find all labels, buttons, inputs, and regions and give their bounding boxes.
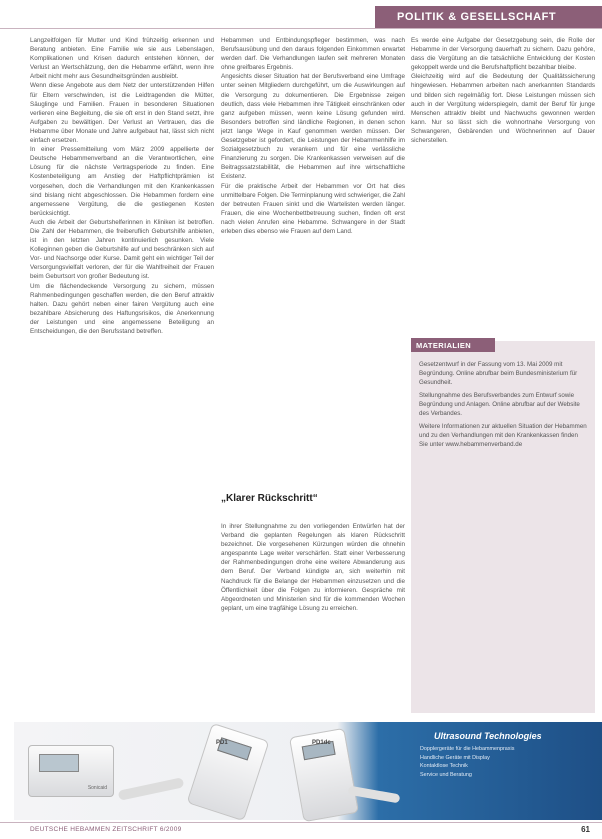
- page-number: 61: [581, 825, 590, 834]
- header-rule: [0, 28, 602, 29]
- paragraph: Für die praktische Arbeit der Hebammen vor Ort hat dies unmittelbare Folgen. Die Terminplanung wird schwieriger, die Zahl der betreuten Frauen sinkt und die Wartelisten werden länger. Frauen, die eine Wochenbettbetreuung suchen, finden oft erst nach vielen Anrufen eine Hebamme. Schwangere in der Stadt erleben dies ebenso wie Frauen auf dem Land.: [221, 182, 405, 235]
- journal-name: DEUTSCHE HEBAMMEN ZEITSCHRIFT 6/2009: [30, 826, 182, 833]
- ad-line: Service und Beratung: [420, 771, 472, 778]
- paragraph: Wenn diese Angebote aus dem Netz der unterstützenden Hilfen für Eltern verschwinden, ist die Leidtragenden die Mütter, Säuglinge und Familien. Frauen in besonderen Situationen verlieren eine Begleitung, die sie oft erst in den Stand setzt, ihre Aufgaben zu bewältigen. Der Verlust an Vertrauen, das die Hebamme über Monate und Jahre aufgebaut hat, lässt sich nicht einfach ersetzen.: [30, 82, 214, 145]
- product-label: PD1: [216, 740, 228, 746]
- materials-item: Gesetzentwurf in der Fassung vom 13. Mai 2009 mit Begründung. Online abrufbar beim Bundesministerium für Gesundheit.: [419, 361, 578, 386]
- product-label: PD1dc: [312, 740, 331, 746]
- ad-line: Handliche Geräte mit Display: [420, 754, 490, 761]
- article-column-3: [411, 36, 595, 334]
- materials-item: Stellungnahme des Berufsverbandes zum Entwurf sowie Begründung und Anlagen. Online abrufbar auf der Website des Verbandes.: [419, 392, 580, 417]
- paragraph: Gleichzeitig wird auf die Bedeutung der Qualitätssicherung hingewiesen. Hebammen arbeiten nach anerkannten Standards und bilden sich regelmäßig fort. Diese Leistungen müssen sich auch in der Vergütung widerspiegeln, damit der Beruf für junge Menschen attraktiv bleibt und Nachwuchs gewonnen werden kann. Nur so lässt sich die wohnortnahe Versorgung von Schwangeren, Gebärenden und Wöchnerinnen auf Dauer sicherstellen.: [411, 73, 595, 145]
- footer-rule: [0, 822, 602, 823]
- ad-line: Kontaktlose Technik: [420, 763, 468, 770]
- paragraph: Auch die Arbeit der Geburtshelferinnen in Kliniken ist betroffen. Die Zahl der Hebammen, die freiberuflich Geburtshilfe anbieten, ist in den letzten Jahren kontinuierlich gesunken. Viele Kolleginnen geben die Geburtshilfe auf und beschränken sich auf Vor- und Nachsorge oder Kurse. Damit geht ein wichtiger Teil der Versorgungsvielfalt verloren, der für die Wahlfreiheit der Frauen beim Geburtsort von großer Bedeutung ist.: [30, 218, 214, 281]
- article-column-2-lower: [221, 522, 405, 712]
- subheading: „Klarer Rückschritt“: [221, 493, 318, 504]
- paragraph: Es werde eine Aufgabe der Gesetzgebung sein, die Rolle der Hebamme in der Versorgung dauerhaft zu sichern. Dazu gehöre, dass die Vergütung an die tatsächliche Entwicklung der Kosten gekoppelt werde und die Berufshaftpflicht bezahlbar bleibe.: [411, 37, 595, 72]
- section-header: POLITIK & GESELLSCHAFT: [375, 6, 602, 28]
- paragraph: In ihrer Stellungnahme zu den vorliegenden Entwürfen hat der Verband die geplanten Regelungen als klaren Rückschritt bezeichnet. Die vorgesehenen Kürzungen würden die ohnehin angespannte Lage weiter verschärfen. Statt einer Verbesserung der Rahmenbedingungen drohe eine weitere Abwanderung aus dem Beruf. Der Verband kündigte an, sich weiterhin mit Nachdruck für die Belange der Hebammen einzusetzen und die Öffentlichkeit über die Folgen zu informieren. Gespräche mit Abgeordneten und Ministerien sind für die kommenden Wochen geplant, um eine tragfähige Lösung zu erreichen.: [221, 523, 405, 612]
- article-column-2: [221, 36, 405, 480]
- paragraph: Hebammen und Entbindungspfleger bestimmen, was nach Berufsausübung und den daraus folgenden Einkommen erwartet werden darf. Die Verhandlungen laufen seit mehreren Monaten ohne greifbares Ergebnis.: [221, 37, 405, 72]
- materials-box: [411, 341, 595, 713]
- materials-title: MATERIALIEN: [411, 338, 495, 352]
- ad-line: Dopplergeräte für die Hebammenpraxis: [420, 746, 515, 752]
- doppler-base-device: [28, 745, 114, 797]
- ad-brand: Ultrasound Technologies: [434, 731, 542, 741]
- article-column-1: [30, 36, 214, 712]
- paragraph: Langzeitfolgen für Mutter und Kind frühzeitig erkennen und Beratung anbieten. Eine Familie wie sie aus Lebenslagen, Komplikationen und Krisen dadurch entstehen können, der Verlust an Wertschätzung, den die Hebamme erfährt, wenn ihre Arbeit nicht mehr aus Gesundheitsgründen ausbleibt.: [30, 37, 214, 81]
- ad-text: [420, 746, 596, 780]
- device-screen: [39, 754, 79, 772]
- paragraph: Angesichts dieser Situation hat der Berufsverband eine Umfrage unter seinen Mitgliedern durchgeführt, um die Auswirkungen auf die Versorgung zu dokumentieren. Die Ergebnisse zeigen deutlich, dass viele Hebammen ihre Tätigkeit einschränken oder ganz aufgeben müssen, wenn keine Lösung gefunden wird. Besonders betroffen sind ländliche Regionen, in denen schon jetzt lange Wege in Kauf genommen werden müssen. Der Gesetzgeber ist gefordert, die Leistungen der Hebammenhilfe im Sozialgesetzbuch zu verankern und für eine verlässliche Finanzierung zu sorgen. Die Krankenkassen verweisen auf die Beitragssatzstabilität, die Hebammen auf ihre wirtschaftliche Existenz.: [221, 73, 405, 181]
- device-label: Sonicaid: [87, 785, 107, 791]
- paragraph: In einer Pressemitteilung vom März 2009 appellierte der Deutsche Hebammenverband an die Verantwortlichen, eine Lösung für die nächste Vertragsperiode zu finden. Eine Kostenbeteiligung am Anstieg der Haftpflichtprämien ist vorgesehen, doch die Verhandlungen mit den Krankenkassen sind bislang nicht abgeschlossen. Die Hebammen fordern eine angemessene Vergütung, die die gestiegenen Kosten berücksichtigt.: [30, 146, 214, 217]
- materials-item: Weitere Informationen zur aktuellen Situation der Hebammen und zu den Verhandlungen mit den Krankenkassen finden Sie unter www.hebammenverband.de: [419, 423, 587, 448]
- paragraph: Um die flächendeckende Versorgung zu sichern, müssen Rahmenbedingungen geschaffen werden, die den Beruf attraktiv halten. Dazu gehört neben einer fairen Vergütung auch eine bezahlbare Absicherung des Haftungsrisikos, die Anerkennung der Leistungen und eine angemessene Beteiligung an Entscheidungen, die den Berufsstand betreffen.: [30, 282, 214, 335]
